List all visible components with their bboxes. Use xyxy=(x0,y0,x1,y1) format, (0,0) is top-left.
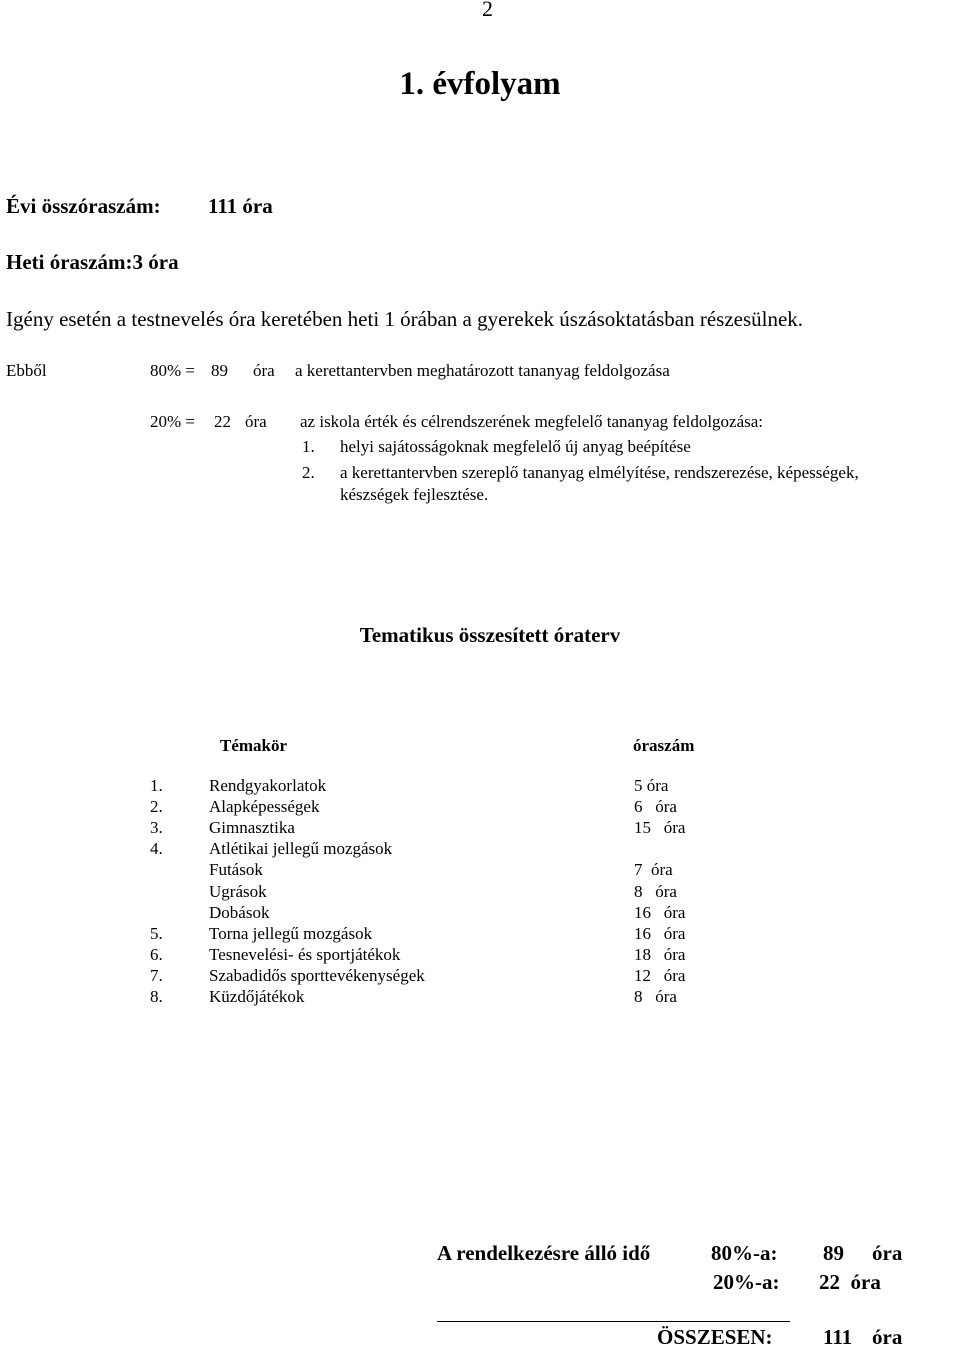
row-topic: Rendgyakorlatok xyxy=(209,776,327,795)
row-hours: 5 óra xyxy=(634,776,669,795)
row-number: 3. xyxy=(150,818,163,838)
row-number: 4. xyxy=(150,839,163,859)
row-number: 6. xyxy=(150,944,163,964)
row-hours: 12 óra xyxy=(634,965,686,985)
breakdown-pct-80: 80% = xyxy=(150,361,195,380)
breakdown-desc-80: a kerettantervben meghatározott tananyag feldolgozása xyxy=(295,361,670,380)
row-topic: Atlétikai jellegű mozgások xyxy=(209,839,393,859)
column-header-topic: Témakör xyxy=(220,736,288,755)
breakdown-desc-20: az iskola érték és célrendszerének megfelelő tananyag feldolgozása: xyxy=(300,412,764,431)
grand-total-unit: óra xyxy=(872,1325,903,1349)
total-20-label: 20%-a: xyxy=(713,1270,780,1294)
row-hours: 8 óra xyxy=(634,881,677,901)
row-hours: 16 óra xyxy=(634,923,686,943)
total-divider xyxy=(437,1321,790,1322)
row-topic: Torna jellegű mozgások xyxy=(209,923,373,943)
total-80-hours: 89 xyxy=(823,1241,844,1265)
breakdown-label: Ebből xyxy=(6,361,47,380)
breakdown-item-number: 1. xyxy=(302,437,315,456)
breakdown-pct-20: 20% = xyxy=(150,412,195,431)
page-number: 2 xyxy=(482,0,493,21)
row-number: 8. xyxy=(150,987,163,1006)
annual-hours-label: Évi összóraszám: xyxy=(6,194,161,218)
total-80-label: 80%-a: xyxy=(711,1241,778,1265)
breakdown-item-text-cont: készségek fejlesztése. xyxy=(340,485,489,504)
grand-total-label: ÖSSZESEN: xyxy=(657,1325,773,1349)
grand-total-hours: 111 xyxy=(823,1325,853,1349)
row-hours: 7 óra xyxy=(634,860,673,880)
row-topic: Futások xyxy=(209,860,263,880)
row-number: 1. xyxy=(150,776,163,795)
row-number: 7. xyxy=(150,965,163,985)
row-topic: Ugrások xyxy=(209,881,267,901)
total-20-value: 22 óra xyxy=(819,1270,881,1294)
plan-title: Tematikus összesített óraterv xyxy=(359,623,621,647)
row-topic: Gimnasztika xyxy=(209,818,295,838)
row-hours: 15 óra xyxy=(634,818,686,838)
row-topic: Tesnevelési- és sportjátékok xyxy=(209,944,401,964)
total-80-unit: óra xyxy=(872,1241,903,1265)
annual-hours-value: 111 óra xyxy=(208,194,273,218)
swimming-note: Igény esetén a testnevelés óra keretében heti 1 órában a gyerekek úszásoktatásban részesülnek. xyxy=(6,307,804,331)
breakdown-unit-20: óra xyxy=(245,412,267,431)
row-topic: Szabadidős sporttevékenységek xyxy=(209,965,425,985)
row-hours: 6 óra xyxy=(634,797,677,817)
breakdown-item-number: 2. xyxy=(302,463,315,482)
breakdown-hours-80: 89 xyxy=(211,361,228,380)
column-header-hours: óraszám xyxy=(633,736,695,755)
row-topic: Dobások xyxy=(209,902,270,922)
row-hours: 8 óra xyxy=(634,987,677,1006)
available-time-label: A rendelkezésre álló idő xyxy=(437,1241,651,1265)
row-topic: Küzdőjátékok xyxy=(209,987,305,1006)
weekly-hours: Heti óraszám:3 óra xyxy=(6,250,179,274)
breakdown-hours-20: 22 xyxy=(214,412,231,431)
row-hours: 18 óra xyxy=(634,944,686,964)
row-topic: Alapképességek xyxy=(209,797,320,817)
row-hours: 16 óra xyxy=(634,902,686,922)
page-title: 1. évfolyam xyxy=(399,66,561,102)
row-number: 2. xyxy=(150,797,163,817)
row-number: 5. xyxy=(150,923,163,943)
breakdown-item-text: a kerettantervben szereplő tananyag elmélyítése, rendszerezése, képességek, xyxy=(340,463,859,482)
breakdown-unit-80: óra xyxy=(253,361,275,380)
breakdown-item-text: helyi sajátosságoknak megfelelő új anyag beépítése xyxy=(340,437,691,456)
